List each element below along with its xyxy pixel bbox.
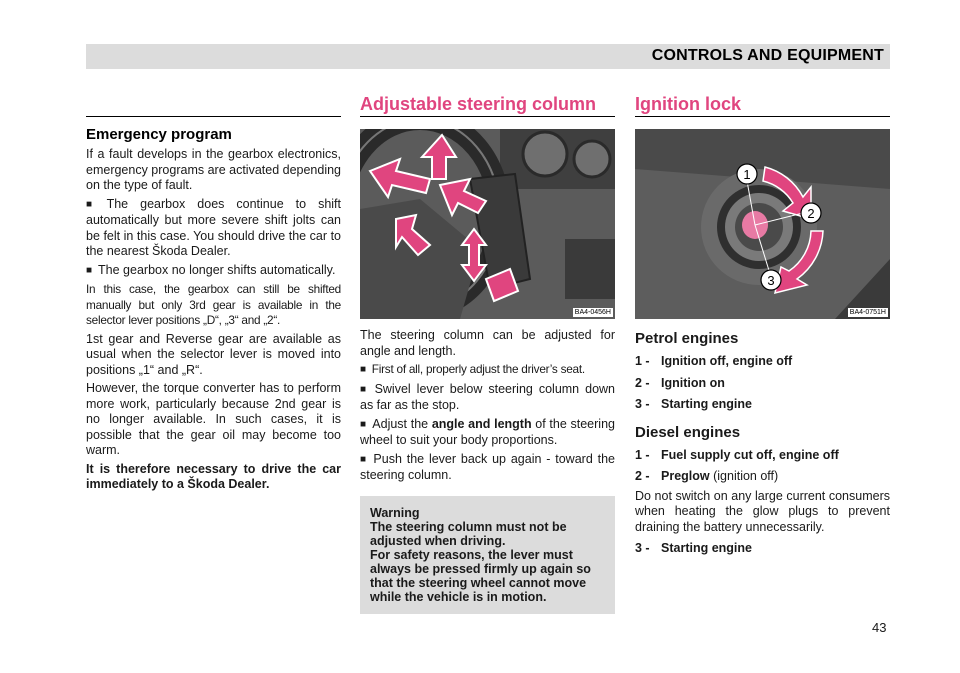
bullet-item: ■ First of all, properly adjust the driver’s seat.	[360, 362, 615, 379]
bullet-item: ■ Swivel lever below steering column down as far as the stop.	[360, 382, 615, 414]
emergency-program-column	[86, 88, 341, 493]
petrol-engines-heading: Petrol engines	[635, 330, 739, 347]
steering-wheel-figure	[360, 129, 615, 319]
section-rule	[86, 116, 341, 117]
warning-text: The steering column must not be adjusted when driving.	[370, 519, 567, 548]
warning-text: For safety reasons, the lever must always be pressed firmly up again so that the steering wheel cannot move while the vehicle is in motion.	[370, 547, 591, 604]
item-note: (ignition off)	[709, 469, 779, 483]
item-text: Preglow	[661, 469, 710, 483]
list-item	[635, 376, 890, 392]
warning-box	[360, 496, 615, 614]
list-item	[635, 354, 890, 370]
item-text: Starting engine	[661, 541, 752, 555]
warning-heading: Warning	[370, 505, 420, 520]
callout-2: 2	[807, 206, 815, 221]
figure-code: BA4-0456H	[574, 309, 611, 316]
ignition-lock-section	[635, 88, 890, 557]
bullet-item: ■ The gearbox no longer shifts automatically.	[86, 263, 341, 280]
item-text: Fuel supply cut off, engine off	[661, 447, 839, 462]
item-number: 1 -	[635, 447, 650, 462]
callout-3: 3	[767, 273, 775, 288]
paragraph: 1st gear and Reverse gear are available as usual when the selector lever is moved into positions „1“ and „R“.	[86, 331, 341, 377]
item-number: 1 -	[635, 354, 650, 368]
section-title: Adjustable steering column	[360, 94, 597, 114]
item-number: 3 -	[635, 541, 650, 555]
list-item	[635, 397, 890, 413]
bullet-item: ■ Push the lever back up again - toward the steering column.	[360, 452, 615, 484]
ignition-lock-figure	[635, 129, 890, 319]
figure-code: BA4-0751H	[849, 309, 886, 316]
item-text: Starting engine	[661, 397, 752, 411]
list-item	[635, 448, 890, 464]
diesel-engines-heading: Diesel engines	[635, 423, 741, 441]
bullet-item	[360, 417, 615, 449]
item-text: Ignition on	[661, 375, 725, 390]
emergency-program-heading: Emergency program	[86, 126, 232, 143]
bullet-text: Adjust the	[372, 416, 432, 431]
paragraph: However, the torque converter has to perform more work, particularly because 2nd gear is no longer available. In such cases, it is possible that the gear oil may become too warm.	[86, 381, 341, 457]
paragraph-emphasis: It is therefore necessary to drive the car immediately to a Škoda Dealer.	[86, 461, 341, 491]
item-number: 3 -	[635, 397, 650, 411]
bullet-emphasis: angle and length	[431, 416, 532, 431]
callout-1: 1	[743, 167, 751, 182]
paragraph: Do not switch on any large current consumers when heating the glow plugs to prevent draining the battery unnecessarily.	[635, 488, 890, 534]
bullet-item: ■ The gearbox does continue to shift automatically but more severe shift jolts can be felt in this case. You should drive the car to the nearest Škoda Dealer.	[86, 197, 341, 260]
list-item	[635, 469, 890, 485]
item-text: Ignition off, engine off	[661, 354, 793, 368]
steering-column-section	[360, 88, 615, 614]
paragraph: If a fault develops in the gearbox electronics, emergency programs are activated depending on the type of fault.	[86, 147, 342, 192]
page-header	[86, 44, 890, 69]
bullet-text: of the steering wheel to suit your body proportions.	[360, 416, 615, 447]
page-number: 43	[872, 620, 887, 635]
list-item	[635, 541, 890, 557]
steering-wheel-illustration	[360, 129, 615, 319]
section-title: Ignition lock	[635, 94, 741, 114]
ignition-lock-illustration	[635, 129, 890, 319]
item-number: 2 -	[635, 375, 650, 390]
header-title: CONTROLS AND EQUIPMENT	[651, 47, 884, 64]
paragraph: In this case, the gearbox can still be shifted manually but only 3rd gear is available in the selector lever positions „D“, „3“ and „2“.	[86, 282, 341, 327]
paragraph: The steering column can be adjusted for angle and length.	[360, 328, 615, 358]
item-number: 2 -	[635, 469, 650, 483]
